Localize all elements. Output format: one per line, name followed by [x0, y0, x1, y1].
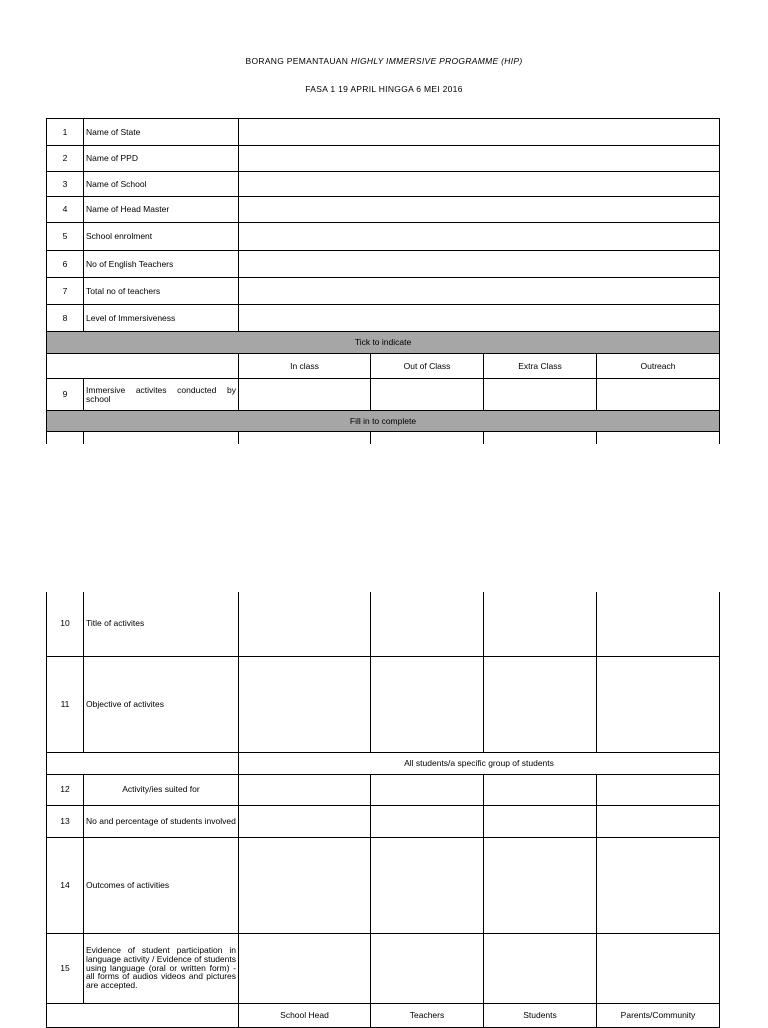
- input-cell[interactable]: [484, 656, 597, 752]
- row-number: 6: [47, 251, 84, 278]
- row-number: 15: [47, 933, 84, 1003]
- col-header-extra-class: Extra Class: [484, 354, 597, 379]
- row-label-students-involved: No and percentage of students involved: [84, 805, 239, 837]
- stub-cell: [597, 432, 720, 444]
- blank-header-cell: [47, 354, 239, 379]
- tick-cell-in-class[interactable]: [239, 379, 371, 411]
- table-row: [47, 592, 720, 656]
- stub-cell: [239, 432, 371, 444]
- tick-cell-outreach[interactable]: [597, 379, 720, 411]
- table-row: [47, 119, 720, 146]
- tick-cell-out-of-class[interactable]: [371, 379, 484, 411]
- row-label-state: Name of State: [84, 119, 239, 146]
- table-row: [47, 278, 720, 305]
- blank-header-cell: [47, 752, 239, 774]
- input-cell-head-master[interactable]: [239, 197, 720, 223]
- monitoring-table-part1: [46, 118, 720, 444]
- stub-cell: [371, 432, 484, 444]
- col-header-students: Students: [484, 1003, 597, 1027]
- fill-in-band: Fill in to complete: [47, 411, 720, 432]
- input-cell[interactable]: [239, 837, 371, 933]
- table-row: [47, 933, 720, 1003]
- table-row: [47, 146, 720, 172]
- table-row: [47, 805, 720, 837]
- table-row: [47, 305, 720, 332]
- row-label-enrolment: School enrolment: [84, 223, 239, 251]
- blank-header-cell: [47, 1003, 239, 1027]
- input-cell[interactable]: [484, 933, 597, 1003]
- row-number: 9: [47, 379, 84, 411]
- row-number: 10: [47, 592, 84, 656]
- input-cell[interactable]: [484, 805, 597, 837]
- column-header-row: [47, 1003, 720, 1027]
- row-number: 12: [47, 774, 84, 805]
- table-row: [47, 837, 720, 933]
- form-title: [0, 56, 768, 66]
- input-cell[interactable]: [371, 837, 484, 933]
- input-cell[interactable]: [597, 774, 720, 805]
- row-label-title-activities: Title of activites: [84, 592, 239, 656]
- row-label-evidence: Evidence of student participation in language activity / Evidence of students using language (oral or written form) - all forms of audios videos and pictures are accepted.: [84, 933, 239, 1003]
- row-label-suited-for: Activity/ies suited for: [84, 774, 239, 805]
- table-row: [47, 223, 720, 251]
- table-row: [47, 774, 720, 805]
- input-cell[interactable]: [597, 656, 720, 752]
- input-cell[interactable]: [484, 592, 597, 656]
- col-header-parents-community: Parents/Community: [597, 1003, 720, 1027]
- table-row: [47, 172, 720, 197]
- row-label-objective: Objective of activites: [84, 656, 239, 752]
- row-label-english-teachers: No of English Teachers: [84, 251, 239, 278]
- form-title-prefix: BORANG PEMANTAUAN: [245, 56, 351, 66]
- students-header: All students/a specific group of students: [239, 752, 720, 774]
- input-cell-total-teachers[interactable]: [239, 278, 720, 305]
- row-number: 3: [47, 172, 84, 197]
- input-cell[interactable]: [239, 592, 371, 656]
- row-number: 13: [47, 805, 84, 837]
- monitoring-table-part2: [46, 592, 720, 1028]
- input-cell-enrolment[interactable]: [239, 223, 720, 251]
- stub-cell: [47, 432, 84, 444]
- input-cell[interactable]: [239, 774, 371, 805]
- input-cell[interactable]: [597, 933, 720, 1003]
- input-cell[interactable]: [239, 933, 371, 1003]
- row-label-school: Name of School: [84, 172, 239, 197]
- col-header-teachers: Teachers: [371, 1003, 484, 1027]
- section-band: [47, 411, 720, 432]
- row-label-ppd: Name of PPD: [84, 146, 239, 172]
- students-header-row: [47, 752, 720, 774]
- row-number: 7: [47, 278, 84, 305]
- row-number: 2: [47, 146, 84, 172]
- table-row-continued: [47, 432, 720, 444]
- input-cell[interactable]: [371, 933, 484, 1003]
- input-cell-state[interactable]: [239, 119, 720, 146]
- column-header-row: [47, 354, 720, 379]
- input-cell[interactable]: [239, 656, 371, 752]
- tick-cell-extra-class[interactable]: [484, 379, 597, 411]
- input-cell[interactable]: [239, 805, 371, 837]
- row-label-immersiveness: Level of Immersiveness: [84, 305, 239, 332]
- input-cell[interactable]: [371, 656, 484, 752]
- stub-cell: [84, 432, 239, 444]
- tick-to-indicate-band: Tick to indicate: [47, 332, 720, 354]
- table-row: [47, 656, 720, 752]
- input-cell-ppd[interactable]: [239, 146, 720, 172]
- table-row: [47, 251, 720, 278]
- row-number: 14: [47, 837, 84, 933]
- input-cell-english-teachers[interactable]: [239, 251, 720, 278]
- row-number: 1: [47, 119, 84, 146]
- row-label-head-master: Name of Head Master: [84, 197, 239, 223]
- section-band: [47, 332, 720, 354]
- row-number: 5: [47, 223, 84, 251]
- input-cell-immersiveness[interactable]: [239, 305, 720, 332]
- form-title-italic: HIGHLY IMMERSIVE PROGRAMME (HIP): [350, 56, 523, 66]
- input-cell[interactable]: [484, 837, 597, 933]
- col-header-out-of-class: Out of Class: [371, 354, 484, 379]
- input-cell[interactable]: [371, 805, 484, 837]
- row-number: 8: [47, 305, 84, 332]
- col-header-outreach: Outreach: [597, 354, 720, 379]
- input-cell[interactable]: [597, 837, 720, 933]
- table-row: [47, 379, 720, 411]
- row-label-immersive-activities: Immersive activites conducted by school: [84, 379, 239, 411]
- input-cell[interactable]: [597, 592, 720, 656]
- form-subtitle: FASA 1 19 APRIL HINGGA 6 MEI 2016: [305, 84, 463, 94]
- row-label-total-teachers: Total no of teachers: [84, 278, 239, 305]
- row-number: 4: [47, 197, 84, 223]
- col-header-school-head: School Head: [239, 1003, 371, 1027]
- input-cell[interactable]: [371, 592, 484, 656]
- input-cell[interactable]: [484, 774, 597, 805]
- row-number: 11: [47, 656, 84, 752]
- stub-cell: [484, 432, 597, 444]
- input-cell[interactable]: [371, 774, 484, 805]
- table-row: [47, 197, 720, 223]
- row-label-outcomes: Outcomes of activities: [84, 837, 239, 933]
- input-cell[interactable]: [597, 805, 720, 837]
- input-cell-school[interactable]: [239, 172, 720, 197]
- col-header-in-class: In class: [239, 354, 371, 379]
